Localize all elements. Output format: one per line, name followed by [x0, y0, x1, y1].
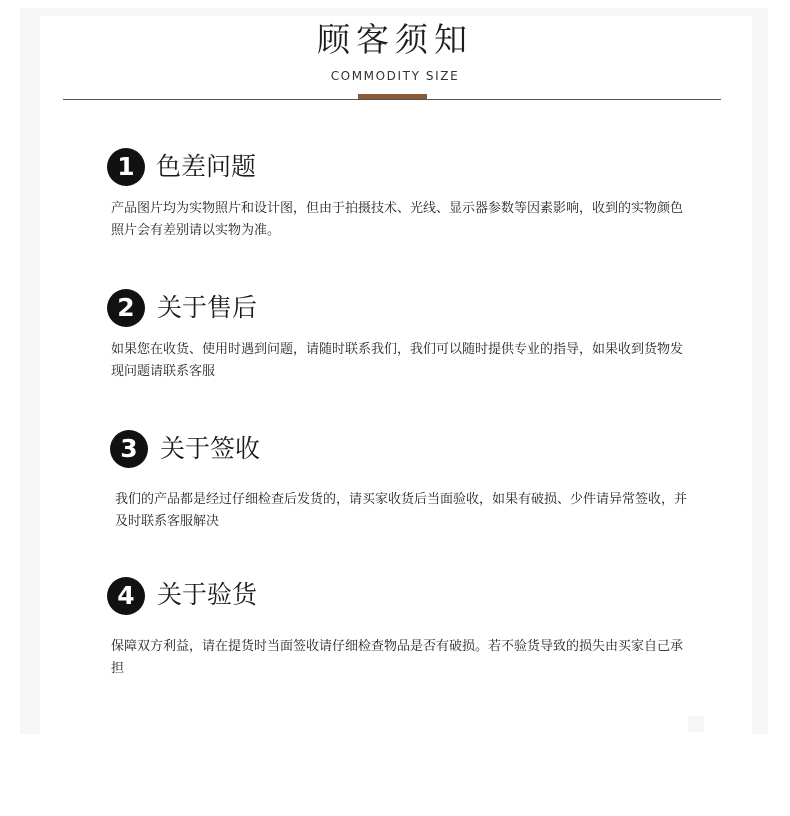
number-badge-1: 1 [107, 148, 145, 186]
section-title-signing: 关于签收 [160, 434, 261, 463]
number-badge-3: 3 [110, 430, 148, 468]
corner-mark [688, 716, 704, 732]
section-body-signing: 我们的产品都是经过仔细检查后发货的，请买家收货后当面验收，如果有破损、少件请异常签收，并及时联系客服解决 [115, 492, 688, 529]
section-body-after-sales: 如果您在收货、使用时遇到问题，请随时联系我们，我们可以随时提供专业的指导，如果收到货物发现问题请联系客服 [111, 342, 684, 379]
number-badge-2: 2 [107, 289, 145, 327]
header-divider [63, 99, 721, 100]
page-title: 顾客须知 [317, 20, 473, 59]
section-body-color-difference: 产品图片均为实物照片和设计图，但由于拍摄技术、光线、显示器参数等因素影响，收到的实物颜色照片会有差别请以实物为准。 [111, 201, 684, 238]
section-body-inspection: 保障双方利益，请在提货时当面签收请仔细检查物品是否有破损。若不验货导致的损失由买家自己承担 [111, 639, 684, 676]
section-title-color-difference: 色差问题 [156, 152, 257, 181]
section-title-after-sales: 关于售后 [157, 293, 258, 322]
header-accent-bar [358, 94, 427, 99]
section-title-inspection: 关于验货 [157, 580, 258, 609]
number-badge-4: 4 [107, 577, 145, 615]
page-subtitle: COMMODITY SIZE [330, 69, 460, 83]
